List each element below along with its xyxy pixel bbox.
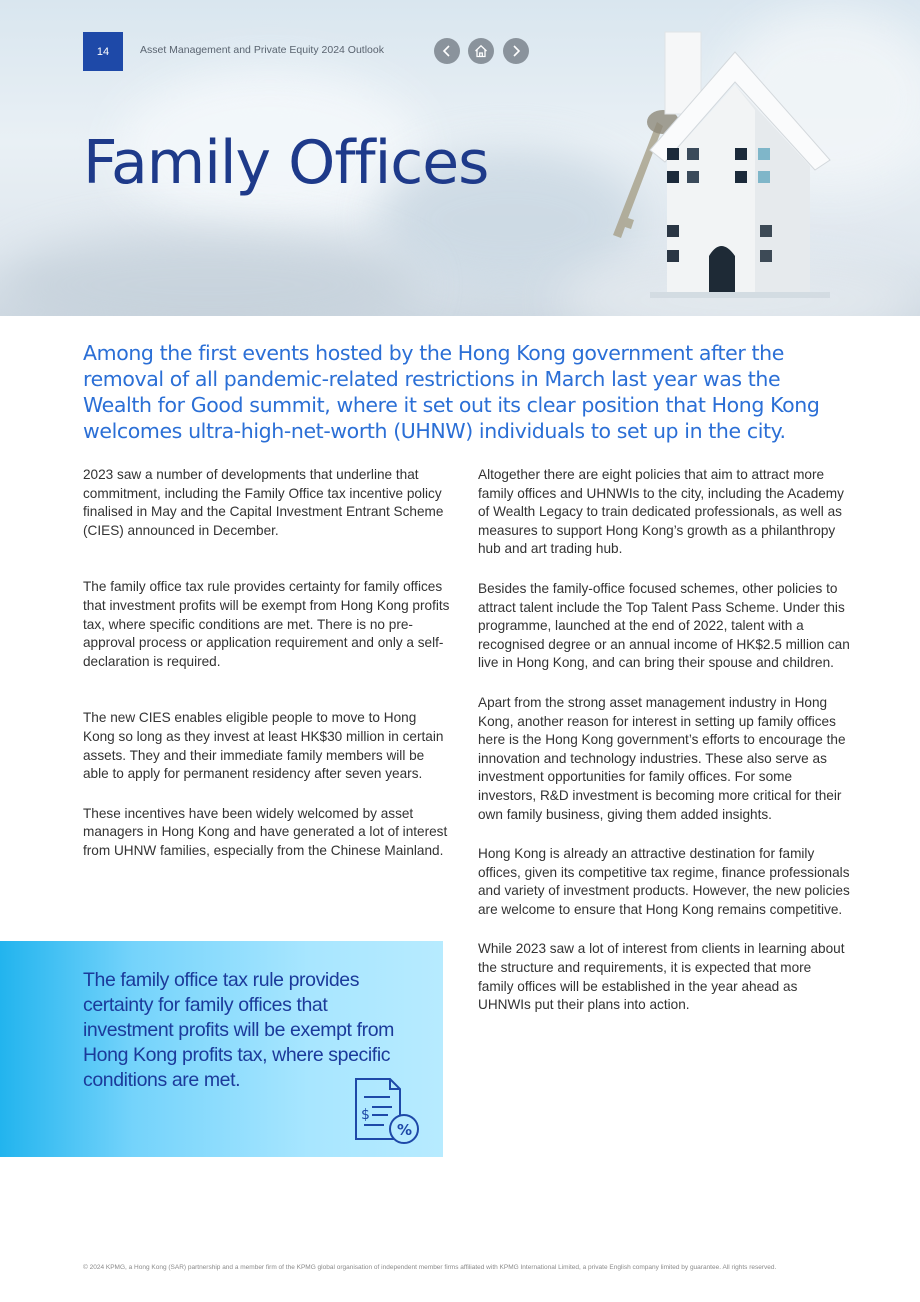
svg-text:$: $: [361, 1107, 370, 1123]
svg-text:%: %: [397, 1121, 413, 1139]
previous-page-button[interactable]: [434, 38, 460, 64]
body-paragraph: While 2023 saw a lot of interest from clients in learning about the structure and requirements, it is expected that more family offices will be established in the year ahead as UHNWIs put their plans into action.: [478, 941, 845, 1013]
lead-paragraph: Among the first events hosted by the Hong Kong government after the removal of all pandemic-related restrictions in March last year was the Wealth for Good summit, where it set out its clear position that Hong Kong welcomes ultra-high-net-worth (UHNW) individuals to set up in the city.: [83, 341, 820, 443]
document-title: Asset Management and Private Equity 2024 Outlook: [140, 44, 384, 56]
body-paragraph: These incentives have been widely welcomed by asset managers in Hong Kong and have generated a lot of interest from UHNW families, especially from the Chinese Mainland.: [83, 805, 448, 858]
pull-quote-text: The family office tax rule provides certainty for family offices that investment profits will be exempt from Hong Kong profits tax, where specific conditions are met.: [83, 969, 394, 1091]
tax-document-icon: [352, 1077, 420, 1147]
body-paragraph: The family office tax rule provides certainty for family offices that investment profits will be exempt from Hong Kong profits tax, where specific conditions are met. There is no pre-approval process or application requirement and only a self-declaration is required.: [83, 579, 450, 669]
chevron-right-icon: [510, 45, 522, 57]
right-column: [478, 466, 850, 1036]
left-column: [83, 466, 451, 882]
copyright-footer: © 2024 KPMG, a Hong Kong (SAR) partnership and a member firm of the KPMG global organisation of independent member firms affiliated with KPMG International Limited, a private English company limited by guarantee. All rights reserved.: [83, 1264, 777, 1271]
body-paragraph: Besides the family-office focused schemes, other policies to attract talent include the Top Talent Pass Scheme. Under this programme, launched at the end of 2022, talent with a recognised degree or an annual income of HK$2.5 million can live in Hong Kong, and can bring their spouse and children.: [478, 580, 850, 671]
page-number: 14: [83, 32, 123, 71]
chevron-left-icon: [441, 45, 453, 57]
house-with-key-image: [595, 30, 845, 300]
home-icon: [474, 44, 488, 58]
page-title: Family Offices: [83, 128, 489, 198]
hero-banner: [0, 0, 920, 316]
home-button[interactable]: [468, 38, 494, 64]
next-page-button[interactable]: [503, 38, 529, 64]
body-paragraph: 2023 saw a number of developments that underline that commitment, including the Family Office tax incentive policy finalised in May and the Capital Investment Entrant Scheme (CIES) announced in December.: [83, 467, 444, 538]
body-paragraph: Apart from the strong asset management industry in Hong Kong, another reason for interest in setting up family offices here is the Hong Kong government’s efforts to encourage the innovation and technology industries. These also serve as investment opportunities for family offices. For some investors, R&D investment is becoming more critical for their own family business, giving them added insights.: [478, 694, 846, 822]
body-paragraph: Altogether there are eight policies that aim to attract more family offices and UHNWIs to the city, including the Academy of Wealth Legacy to train dedicated professionals, as well as measures to support Hong Kong’s growth as a philanthropy hub and art trading hub.: [478, 467, 844, 557]
body-paragraph: The new CIES enables eligible people to move to Hong Kong so long as they invest at least HK$30 million in certain assets. They and their immediate family members will be able to apply for permanent residency after seven years.: [83, 710, 444, 782]
pull-quote-callout: [0, 941, 443, 1157]
body-paragraph: Hong Kong is already an attractive destination for family offices, given its competitive tax regime, finance professionals and variety of investment products. However, the new policies are welcome to ensure that Hong Kong remains competitive.: [478, 846, 850, 917]
